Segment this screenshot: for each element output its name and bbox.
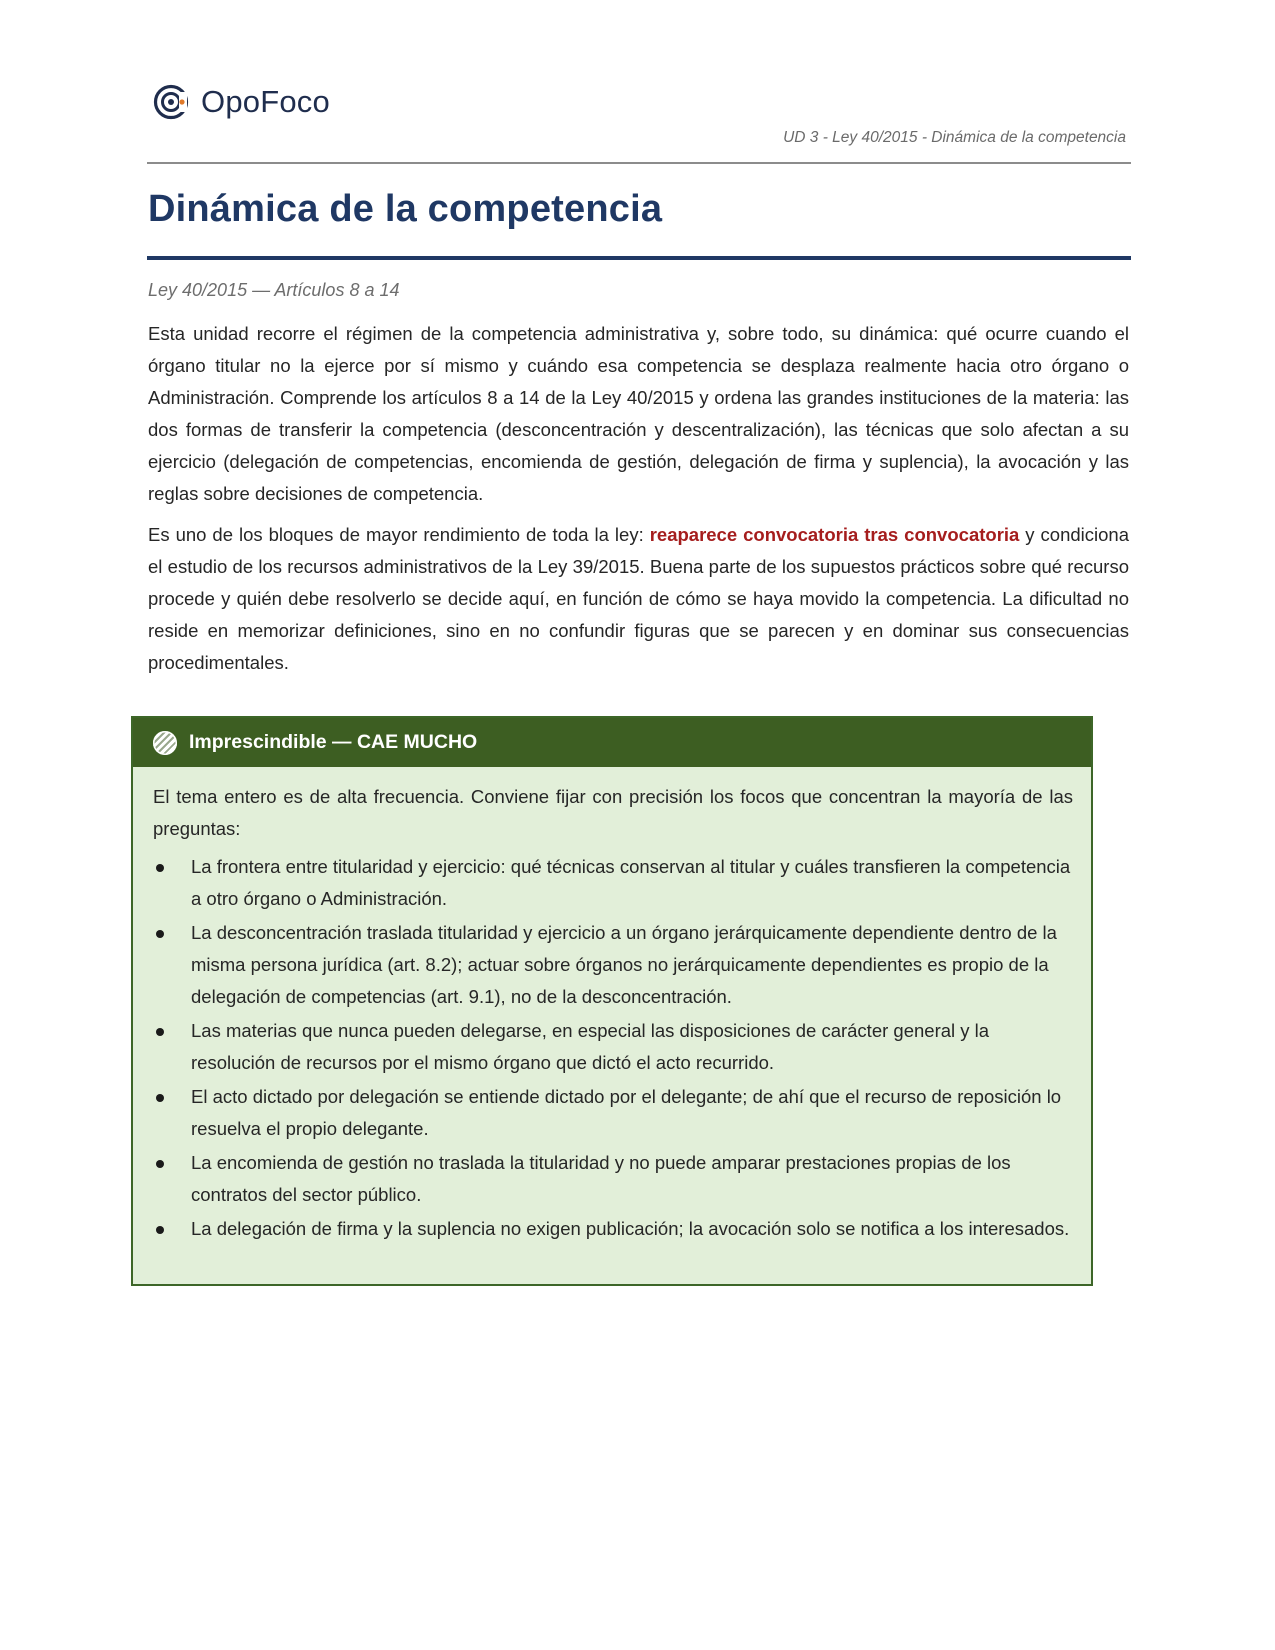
list-item-text: La delegación de firma y la suplencia no exigen publicación; la avocación solo se notifica a los interesados. xyxy=(191,1218,1070,1239)
list-item-text: Las materias que nunca pueden delegarse, en especial las disposiciones de carácter general y la resolución de recursos por el mismo órgano que dictó el acto recurrido. xyxy=(191,1020,990,1073)
opofoco-logo xyxy=(153,84,330,120)
list-item-text: El acto dictado por delegación se entiende dictado por el delegante; de ahí que el recurso de reposición lo resuelva el propio delegante. xyxy=(191,1086,1062,1139)
callout-body xyxy=(133,767,1091,1245)
intro-paragraph xyxy=(148,318,1129,510)
running-header: UD 3 - Ley 40/2015 - Dinámica de la competencia xyxy=(783,129,1126,146)
bullet-icon xyxy=(156,1028,164,1036)
bullet-icon xyxy=(156,864,164,872)
key-points-callout xyxy=(131,716,1093,1286)
page-title: Dinámica de la competencia xyxy=(148,188,663,230)
paragraph-2 xyxy=(148,519,1129,679)
callout-header xyxy=(133,718,1091,767)
list-item-text: La desconcentración traslada titularidad y ejercicio a un órgano jerárquicamente dependiente dentro de la misma persona jurídica (art. 8.2); actuar sobre órganos no jerárquicamente dependientes es propio de la delegación de competencias (art. 9.1), no de la desconcentración. xyxy=(191,922,1057,1007)
list-item xyxy=(153,1015,1073,1079)
list-item xyxy=(153,1147,1073,1211)
paragraph-2-start: Es uno de los bloques de mayor rendimiento de toda la ley: xyxy=(148,524,650,545)
target-logo-icon xyxy=(153,84,189,120)
list-item xyxy=(153,917,1073,1013)
title-divider xyxy=(147,256,1131,260)
bullet-icon xyxy=(156,1094,164,1102)
paragraph-1: Esta unidad recorre el régimen de la competencia administrativa y, sobre todo, su dinámica: qué ocurre cuando el órgano titular no la ejerce por sí mismo y cuándo esa competencia se desplaza realmente hacia otro órgano o Administración. Comprende los artículos 8 a 14 de la Ley 40/2015 y ordena las grandes instituciones de la materia: las dos formas de transferir la competencia (desconcentración y descentralización), las técnicas que solo afectan a su ejercicio (delegación de competencias, encomienda de gestión, delegación de firma y suplencia), la avocación y las reglas sobre decisiones de competencia. xyxy=(148,323,1129,504)
bullet-icon xyxy=(156,1160,164,1168)
subtitle: Ley 40/2015 — Artículos 8 a 14 xyxy=(148,280,400,300)
logo-text: OpoFoco xyxy=(201,84,330,119)
relevance-paragraph xyxy=(148,519,1129,679)
list-item xyxy=(153,1213,1073,1245)
callout-title: Imprescindible — CAE MUCHO xyxy=(189,731,478,753)
bullet-icon xyxy=(156,1226,164,1234)
list-item xyxy=(153,851,1073,915)
highlighted-phrase: reaparece convocatoria tras convocatoria xyxy=(649,524,1020,545)
bullet-icon xyxy=(156,930,164,938)
list-item xyxy=(153,1081,1073,1145)
list-item-text: La encomienda de gestión no traslada la titularidad y no puede amparar prestaciones propias de los contratos del sector público. xyxy=(191,1152,1011,1205)
key-points-list xyxy=(153,851,1073,1245)
paragraph-2-end: y condiciona el estudio de los recursos administrativos de la Ley 39/2015. Buena parte de los supuestos prácticos sobre qué recurso procede y quién debe resolverlo se decide aquí, en función de cómo se haya movido la competencia. La dificultad no reside en memorizar definiciones, sino en no confundir figuras que se parecen y en dominar sus consecuencias procedimentales. xyxy=(148,524,1129,673)
callout-intro: El tema entero es de alta frecuencia. Conviene fijar con precisión los focos que concentran la mayoría de las preguntas: xyxy=(153,786,1073,839)
list-item-text: La frontera entre titularidad y ejercicio: qué técnicas conservan al titular y cuáles transfieren la competencia a otro órgano o Administración. xyxy=(191,856,1071,909)
striped-circle-icon xyxy=(153,731,177,755)
header-divider xyxy=(147,162,1131,164)
